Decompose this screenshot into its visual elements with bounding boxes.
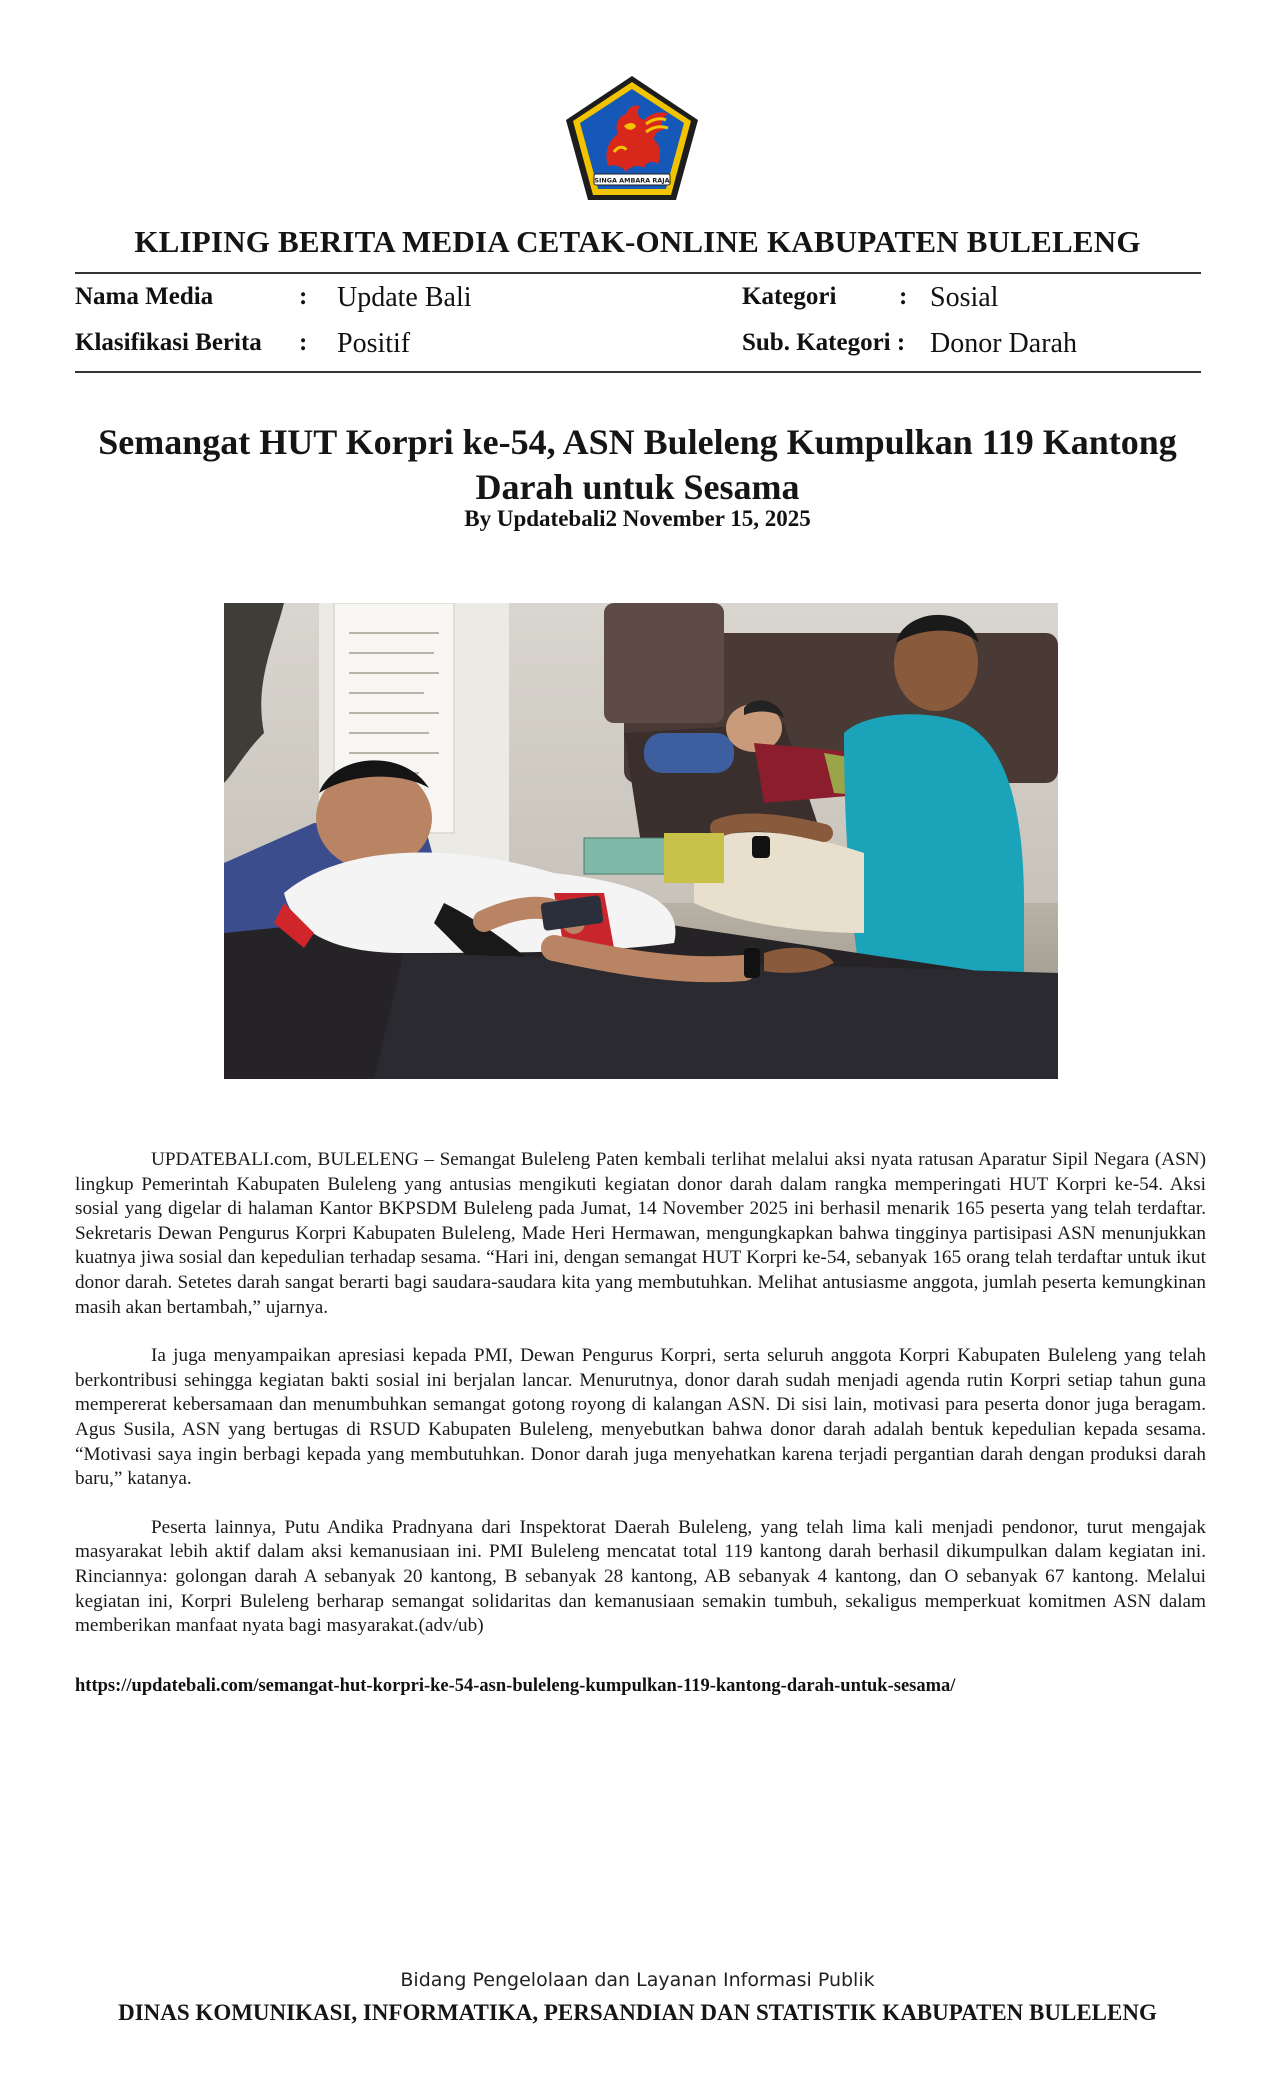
article-title: Semangat HUT Korpri ke-54, ASN Buleleng Kumpulkan 119 Kantong Darah untuk Sesama <box>98 422 1177 507</box>
media-name-label: Nama Media <box>75 283 214 310</box>
article-photo <box>224 603 1058 1079</box>
subcategory-value: Donor Darah <box>930 328 1077 359</box>
classification-value: Positif <box>337 328 411 359</box>
media-name-colon: : <box>299 283 308 310</box>
classification-colon: : <box>299 329 308 356</box>
article-paragraph: UPDATEBALI.com, BULELENG – Semangat Buleleng Paten kembali terlihat melalui aksi nyata ratusan Aparatur Sipil Negara (ASN) lingkup Pemerintah Kabupaten Buleleng yang antusias mengikuti kegiatan donor darah dalam rangka memperingati HUT Korpri ke-54. Aksi sosial yang digelar di halaman Kantor BKPSDM Buleleng pada Jumat, 14 November 2025 ini berhasil menarik 165 peserta yang telah terdaftar. Sekretaris Dewan Pengurus Korpri Kabupaten Buleleng, Made Heri Hermawan, mengungkapkan bahwa tingginya partisipasi ASN menunjukkan kuatnya jiwa sosial dan kepedulian terhadap sesama. “Hari ini, dengan semangat HUT Korpri ke-54, sebanyak 165 orang telah terdaftar untuk ikut donor darah. Setetes darah sangat berarti bagi saudara-saudara kita yang membutuhkan. Melihat antusiasme anggota, jumlah peserta kemungkinan masih akan bertambah,” ujarnya. <box>75 1149 1206 1318</box>
article-body <box>75 1148 1206 1663</box>
header-bottom-rule <box>75 371 1201 373</box>
source-url: https://updatebali.com/semangat-hut-korpri-ke-54-asn-buleleng-kumpulkan-119-kantong-darah-untuk-sesama/ <box>75 1676 956 1696</box>
media-name-value: Update Bali <box>337 282 472 313</box>
footer-agency: DINAS KOMUNIKASI, INFORMATIKA, PERSANDIAN DAN STATISTIK KABUPATEN BULELENG <box>118 2000 1157 2025</box>
category-colon: : <box>899 283 908 310</box>
article-byline: By Updatebali2 November 15, 2025 <box>464 506 811 531</box>
category-value: Sosial <box>930 282 999 313</box>
article-paragraph: Peserta lainnya, Putu Andika Pradnyana dari Inspektorat Daerah Buleleng, yang telah lima kali menjadi pendonor, turut mengajak masyarakat lebih aktif dalam aksi kemanusiaan ini. PMI Buleleng mencatat total 119 kantong darah berhasil dikumpulkan dalam kegiatan ini. Rinciannya: golongan darah A sebanyak 20 kantong, B sebanyak 28 kantong, AB sebanyak 4 kantong, dan O sebanyak 67 kantong. Melalui kegiatan ini, Korpri Buleleng berharap semangat solidaritas dan kemanusiaan semakin tumbuh, sekaligus memperkuat komitmen ASN dalam memberikan manfaat nyata bagi masyarakat.(adv/ub) <box>75 1516 1206 1637</box>
subcategory-label: Sub. Kategori : <box>742 329 906 356</box>
buleleng-regency-crest-icon <box>564 74 700 202</box>
category-label: Kategori <box>742 283 837 310</box>
header-top-rule <box>75 272 1201 274</box>
article-paragraph: Ia juga menyampaikan apresiasi kepada PMI, Dewan Pengurus Korpri, serta seluruh anggota Korpri Kabupaten Buleleng yang telah berkontribusi sehingga kegiatan bakti sosial ini berjalan lancar. Menurutnya, donor darah sudah menjadi agenda rutin Korpri setiap tahun guna mempererat kebersamaan dan menumbuhkan semangat gotong royong di kalangan ASN. Di sisi lain, motivasi para peserta donor juga beragam. Agus Susila, ASN yang bertugas di RSUD Kabupaten Buleleng, menyebutkan bahwa donor darah adalah bentuk kepedulian kepada sesama. “Motivasi saya ingin berbagi kepada yang membutuhkan. Donor darah juga menyehatkan karena terjadi pergantian darah dengan produksi darah baru,” katanya. <box>75 1345 1206 1490</box>
svg-text:SINGA AMBARA RAJA: SINGA AMBARA RAJA <box>594 176 670 185</box>
meta-row-media <box>75 283 1201 323</box>
clipping-header-title: KLIPING BERITA MEDIA CETAK-ONLINE KABUPATEN BULELENG <box>134 224 1141 259</box>
footer-division: Bidang Pengelolaan dan Layanan Informasi Publik <box>400 1969 875 1991</box>
meta-row-classification <box>75 329 1201 369</box>
classification-label: Klasifikasi Berita <box>75 329 262 356</box>
